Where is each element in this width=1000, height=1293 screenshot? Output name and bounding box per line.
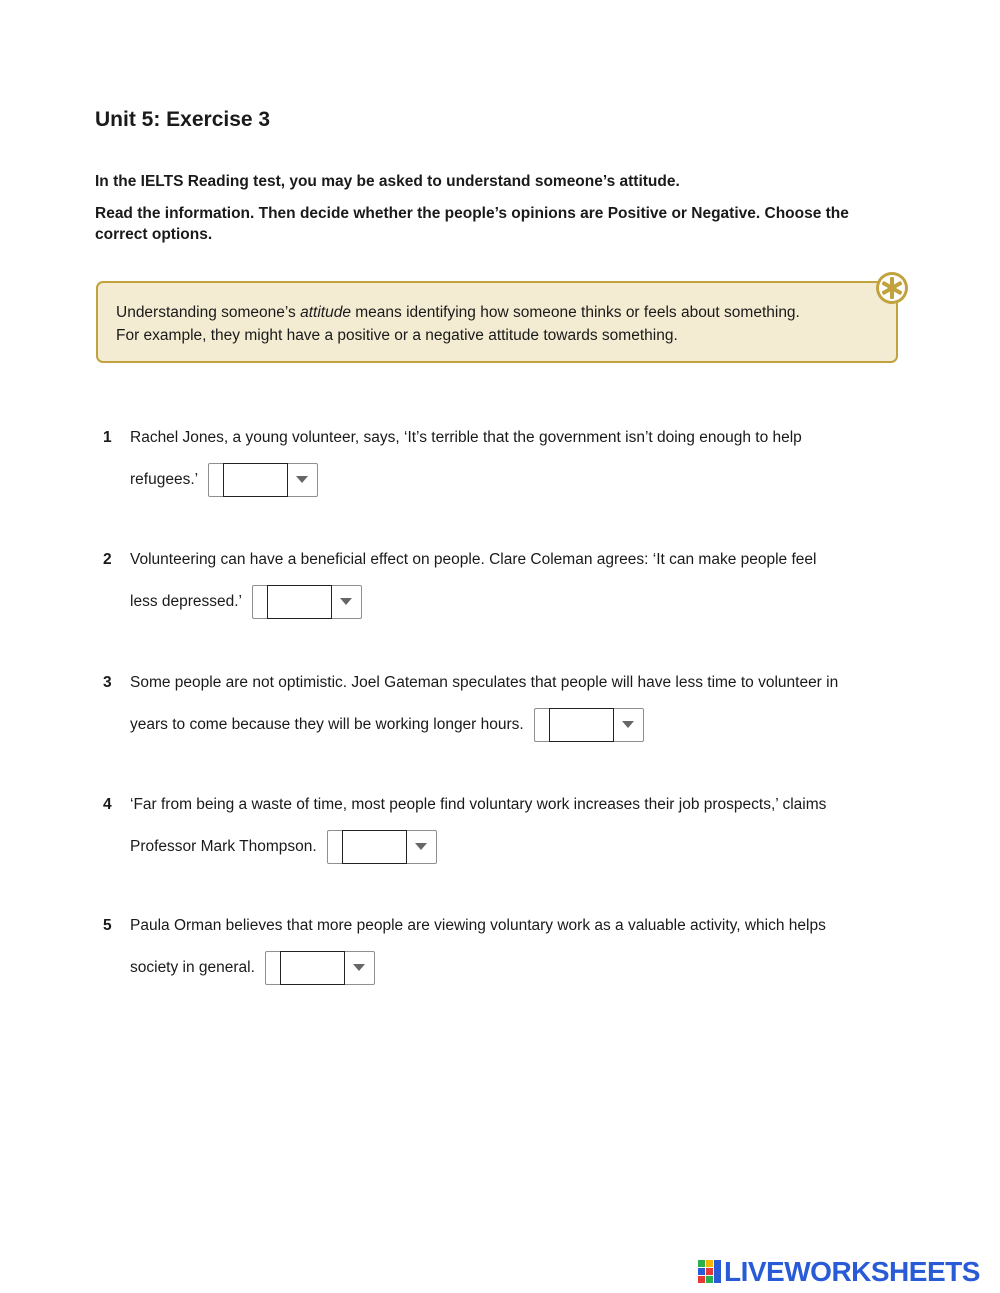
question-1 [0, 428, 1000, 518]
question-2 [0, 550, 1000, 640]
question-number: 1 [103, 429, 112, 446]
info-box [96, 281, 898, 363]
chevron-down-icon [344, 952, 374, 984]
info-line-2: For example, they might have a positive or a negative attitude towards something. [116, 327, 678, 344]
info-line-1: Understanding someone’s attitude means identifying how someone thinks or feels about something. [116, 304, 800, 321]
question-text-continued: society in general. [130, 959, 255, 976]
dropdown-value [267, 585, 332, 619]
question-3 [0, 673, 1000, 763]
question-text: Rachel Jones, a young volunteer, says, ‘It’s terrible that the government isn’t doing enough to help [130, 429, 802, 446]
intro-text: In the IELTS Reading test, you may be asked to understand someone’s attitude. [95, 173, 680, 190]
instructions-text: Read the information. Then decide whether the people’s opinions are Positive or Negative. Choose the correct options. [95, 205, 849, 243]
brand-name: LIVEWORKSHEETS [724, 1256, 980, 1287]
attitude-emphasis: attitude [300, 304, 351, 321]
liveworksheets-logo[interactable] [698, 1256, 980, 1288]
answer-dropdown-2[interactable] [252, 585, 362, 619]
page-title: Unit 5: Exercise 3 [95, 108, 271, 131]
dropdown-value [549, 708, 614, 742]
answer-dropdown-4[interactable] [327, 830, 437, 864]
question-text-continued: Professor Mark Thompson. [130, 838, 317, 855]
liveworksheets-logo-icon [698, 1260, 722, 1284]
question-number: 4 [103, 796, 112, 813]
dropdown-value [342, 830, 407, 864]
dropdown-value [280, 951, 345, 985]
question-text-continued: less depressed.’ [130, 593, 243, 610]
question-5 [0, 916, 1000, 1006]
question-number: 5 [103, 917, 112, 934]
question-text-continued: refugees.’ [130, 471, 199, 488]
star-icon [874, 270, 910, 306]
chevron-down-icon [613, 709, 643, 741]
answer-dropdown-3[interactable] [534, 708, 644, 742]
question-number: 3 [103, 674, 112, 691]
chevron-down-icon [406, 831, 436, 863]
answer-dropdown-1[interactable] [208, 463, 318, 497]
chevron-down-icon [331, 586, 361, 618]
chevron-down-icon [287, 464, 317, 496]
question-text-continued: years to come because they will be working longer hours. [130, 716, 524, 733]
question-text: Some people are not optimistic. Joel Gateman speculates that people will have less time to volunteer in [130, 674, 839, 691]
question-text: ‘Far from being a waste of time, most people find voluntary work increases their job prospects,’ claims [130, 796, 827, 813]
question-4 [0, 795, 1000, 885]
question-number: 2 [103, 551, 112, 568]
question-text: Volunteering can have a beneficial effect on people. Clare Coleman agrees: ‘It can make people feel [130, 551, 817, 568]
dropdown-value [223, 463, 288, 497]
question-text: Paula Orman believes that more people are viewing voluntary work as a valuable activity, which helps [130, 917, 826, 934]
answer-dropdown-5[interactable] [265, 951, 375, 985]
